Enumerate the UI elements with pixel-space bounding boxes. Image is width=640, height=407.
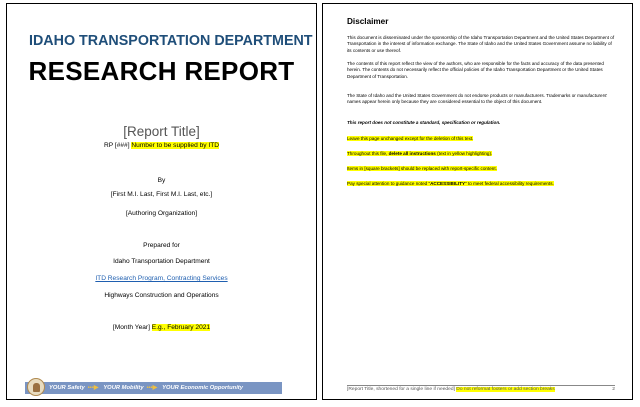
slogan-opportunity: YOUR Economic Opportunity	[162, 385, 243, 391]
date-example[interactable]: E.g., February 2021	[151, 324, 211, 331]
instruction-text[interactable]: Items in [square brackets] should be replaced with report-specific content.	[347, 166, 497, 171]
slogan-separator: •••▶	[87, 385, 99, 391]
itd-logo-icon	[27, 378, 45, 396]
disclaimer-heading: Disclaimer	[347, 17, 389, 26]
authoring-organization[interactable]: [Authoring Organization]	[125, 210, 198, 217]
footer-note[interactable]: Do not reformat footers or add section breaks	[456, 387, 555, 392]
page-footer	[347, 385, 615, 392]
instruction-line	[347, 181, 617, 187]
division-name: Highways Construction and Operations	[104, 292, 219, 299]
disclaimer-paragraph: This document is disseminated under the sponsorship of the Idaho Transportation Department and the United States Department of Transportation in the interest of information exchange. The State of Idaho and the United States Government assume no liability of its contents or use thereof.	[347, 35, 615, 53]
slogan-safety: YOUR Safety	[49, 385, 85, 391]
instruction-bold: delete all instructions	[388, 151, 436, 156]
date-placeholder[interactable]: [Month Year]	[112, 324, 150, 331]
instruction-part: Throughout this file,	[347, 151, 389, 156]
disclaimer-paragraph: The State of Idaho and the United States Government do not endorse products or manufacturers. Trademarks or manufacturers' names appear herein only because they are considered essential to the object of this document.	[347, 93, 608, 105]
disclaimer-page	[322, 3, 633, 400]
instruction-text[interactable]	[347, 151, 492, 156]
agency-name: Idaho Transportation Department	[113, 258, 210, 265]
instruction-line	[347, 151, 617, 157]
instruction-bold: ACCESSIBILITY	[430, 181, 466, 186]
program-link[interactable]: ITD Research Program, Contracting Services	[95, 275, 228, 282]
date-line	[7, 324, 316, 331]
authors[interactable]: [First M.I. Last, First M.I. Last, etc.]	[110, 191, 213, 198]
instruction-text[interactable]: Leave this page unchanged except for the deletion of this text.	[347, 136, 474, 141]
department-name: IDAHO TRANSPORTATION DEPARTMENT	[29, 33, 313, 49]
instruction-text[interactable]	[347, 181, 554, 186]
report-heading: RESEARCH REPORT	[28, 56, 295, 86]
program-link-line	[7, 275, 316, 282]
instruction-line	[347, 136, 617, 142]
rp-prefix[interactable]: RP [###]	[104, 142, 130, 149]
disclaimer-statement	[347, 120, 617, 126]
instruction-part: (text in yellow highlighting).	[435, 151, 493, 156]
rp-number-line	[7, 142, 316, 149]
disclaimer-paragraph: The contents of this report reflect the view of the authors, who are responsible for the facts and accuracy of the data presented herein. The contents do not necessarily reflect the official policies of the Idaho Transportation Department or the United States Department of Transportation.	[347, 61, 604, 79]
slogan-footer-bar	[25, 382, 282, 394]
page-number: 2	[612, 387, 615, 392]
report-title-line	[7, 124, 316, 139]
report-title[interactable]: [Report Title]	[123, 124, 200, 139]
rp-note[interactable]: Number to be supplied by ITD	[131, 142, 219, 149]
cover-page	[6, 3, 317, 400]
prepared-for-label: Prepared for	[143, 242, 180, 249]
instruction-line	[347, 166, 617, 172]
instruction-part: Pay special attention to guidance noted "	[347, 181, 431, 186]
disclaimer-statement-text: This report does not constitute a standard, specification or regulation.	[347, 120, 501, 125]
by-label: By	[157, 177, 166, 184]
instruction-part: " to meet federal accessibility requirements.	[465, 181, 554, 186]
slogan-separator: •••▶	[146, 385, 158, 391]
footer-report-title[interactable]: [Report Title, shortened for a single line if needed]	[347, 387, 455, 392]
slogan-mobility: YOUR Mobility	[103, 385, 144, 391]
